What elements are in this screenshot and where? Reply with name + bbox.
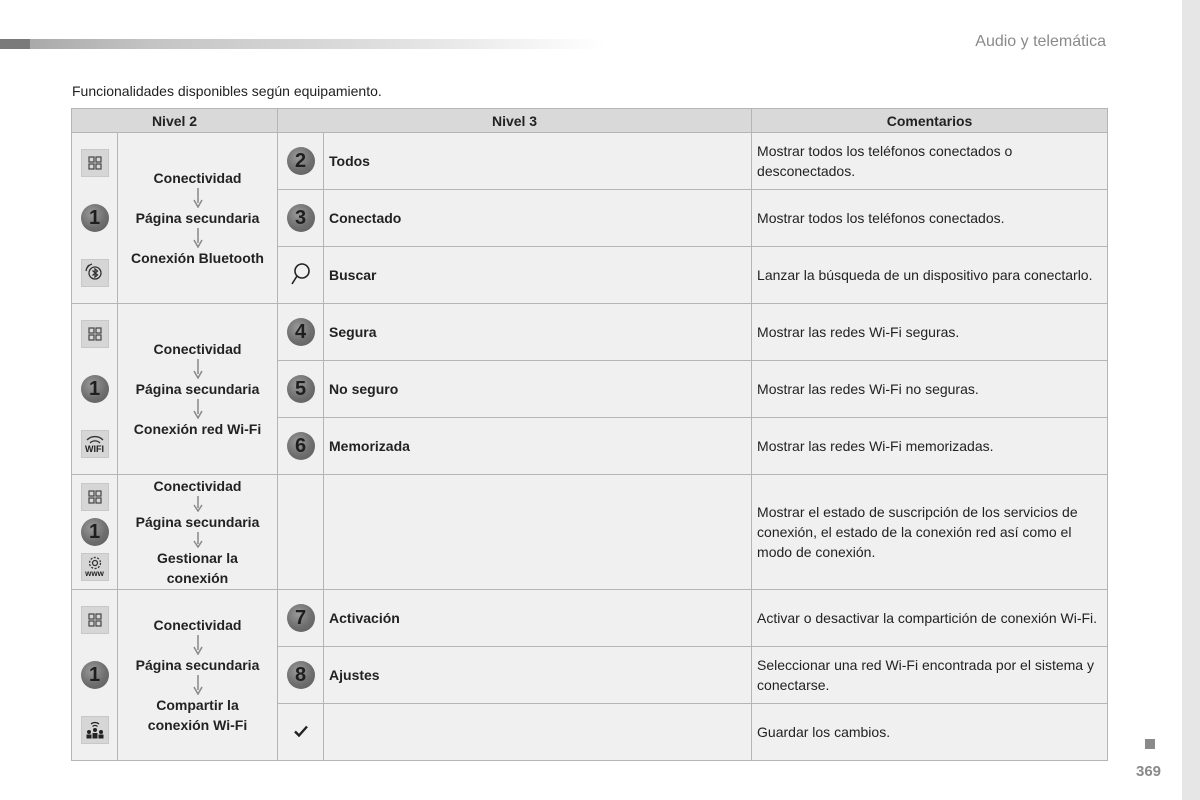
step-badge: 1 [81,204,109,232]
header-nivel3: Nivel 3 [278,109,752,133]
step-label: Compartir la conexión Wi-Fi [147,697,248,733]
comment-text: Guardar los cambios. [752,704,1108,761]
arrow-down-icon [193,532,203,548]
comment-text: Mostrar todos los teléfonos conectados o desconectados. [752,133,1108,190]
table-row [72,475,1108,590]
step-badge: 1 [81,518,109,546]
comment-text: Activar o desactivar la compartición de conexión Wi-Fi. [752,590,1108,647]
header-comentarios: Comentarios [752,109,1108,133]
nivel2-path-wifi [118,304,278,475]
option-badge: 4 [287,318,315,346]
nivel3-label [324,704,752,761]
step-label: Gestionar la conexión [157,550,238,586]
step-label: Página secundaria [135,210,260,226]
arrow-down-icon [193,675,203,695]
table-header-row [72,109,1108,133]
option-badge: 7 [287,604,315,632]
page-marker [1145,739,1155,749]
option-badge: 8 [287,661,315,689]
step-label: Página secundaria [135,381,260,397]
step-badge: 1 [81,661,109,689]
grid-menu-icon [81,320,109,348]
step-label: Conectividad [153,478,242,494]
comment-text: Mostrar el estado de suscripción de los servicios de conexión, el estado de la conexión red así como el modo de conexión. [752,475,1108,590]
nivel3-label: Memorizada [324,418,752,475]
nivel2-path-manage [118,475,278,590]
nivel3-label: Buscar [324,247,752,304]
comment-text: Mostrar las redes Wi-Fi memorizadas. [752,418,1108,475]
header-nivel2: Nivel 2 [72,109,278,133]
group-icons-manage [72,475,118,590]
arrow-down-icon [193,188,203,208]
nivel3-label: Ajustes [324,647,752,704]
decorative-top-bar-accent [0,39,30,49]
grid-menu-icon [81,483,109,511]
step-label: Conexión red Wi-Fi [133,421,262,437]
table-row [72,133,1108,190]
table-row [72,304,1108,361]
nivel3-label: Activación [324,590,752,647]
step-label: Conectividad [153,170,242,186]
search-icon [289,274,313,290]
comment-text: Mostrar las redes Wi-Fi no seguras. [752,361,1108,418]
settings-gear-icon: www [81,553,109,581]
nivel3-label: No seguro [324,361,752,418]
nivel3-label: Segura [324,304,752,361]
checkmark-icon [294,724,308,740]
step-label: Página secundaria [135,657,260,673]
group-icons-bluetooth [72,133,118,304]
option-badge: 6 [287,432,315,460]
arrow-down-icon [193,635,203,655]
option-badge: 2 [287,147,315,175]
grid-menu-icon [81,606,109,634]
arrow-down-icon [193,228,203,248]
arrow-down-icon [193,496,203,512]
wifi-icon: WIFI [81,430,109,458]
decorative-top-bar [0,39,605,49]
comment-text: Lanzar la búsqueda de un dispositivo para conectarlo. [752,247,1108,304]
step-label: Conectividad [153,617,242,633]
step-label: Conectividad [153,341,242,357]
page-edge-strip [1182,0,1200,800]
nivel3-label: Todos [324,133,752,190]
page-number: 369 [1136,763,1162,780]
section-title: Audio y telemática [975,33,1106,50]
nivel2-path-share [118,590,278,761]
nivel3-label: Conectado [324,190,752,247]
comment-text: Seleccionar una red Wi-Fi encontrada por el sistema y conectarse. [752,647,1108,704]
step-badge: 1 [81,375,109,403]
comment-text: Mostrar todos los teléfonos conectados. [752,190,1108,247]
comment-text: Mostrar las redes Wi-Fi seguras. [752,304,1108,361]
functions-table [71,108,1108,761]
nivel2-path-bluetooth [118,133,278,304]
intro-text: Funcionalidades disponibles según equipamiento. [72,83,382,99]
bluetooth-icon [81,259,109,287]
option-badge: 5 [287,375,315,403]
step-label: Página secundaria [135,514,260,530]
option-badge: 3 [287,204,315,232]
hotspot-share-icon [81,716,109,744]
group-icons-share [72,590,118,761]
step-label: Conexión Bluetooth [131,250,264,266]
arrow-down-icon [193,359,203,379]
grid-menu-icon [81,149,109,177]
table-row [72,590,1108,647]
arrow-down-icon [193,399,203,419]
group-icons-wifi [72,304,118,475]
nivel3-label [324,475,752,590]
